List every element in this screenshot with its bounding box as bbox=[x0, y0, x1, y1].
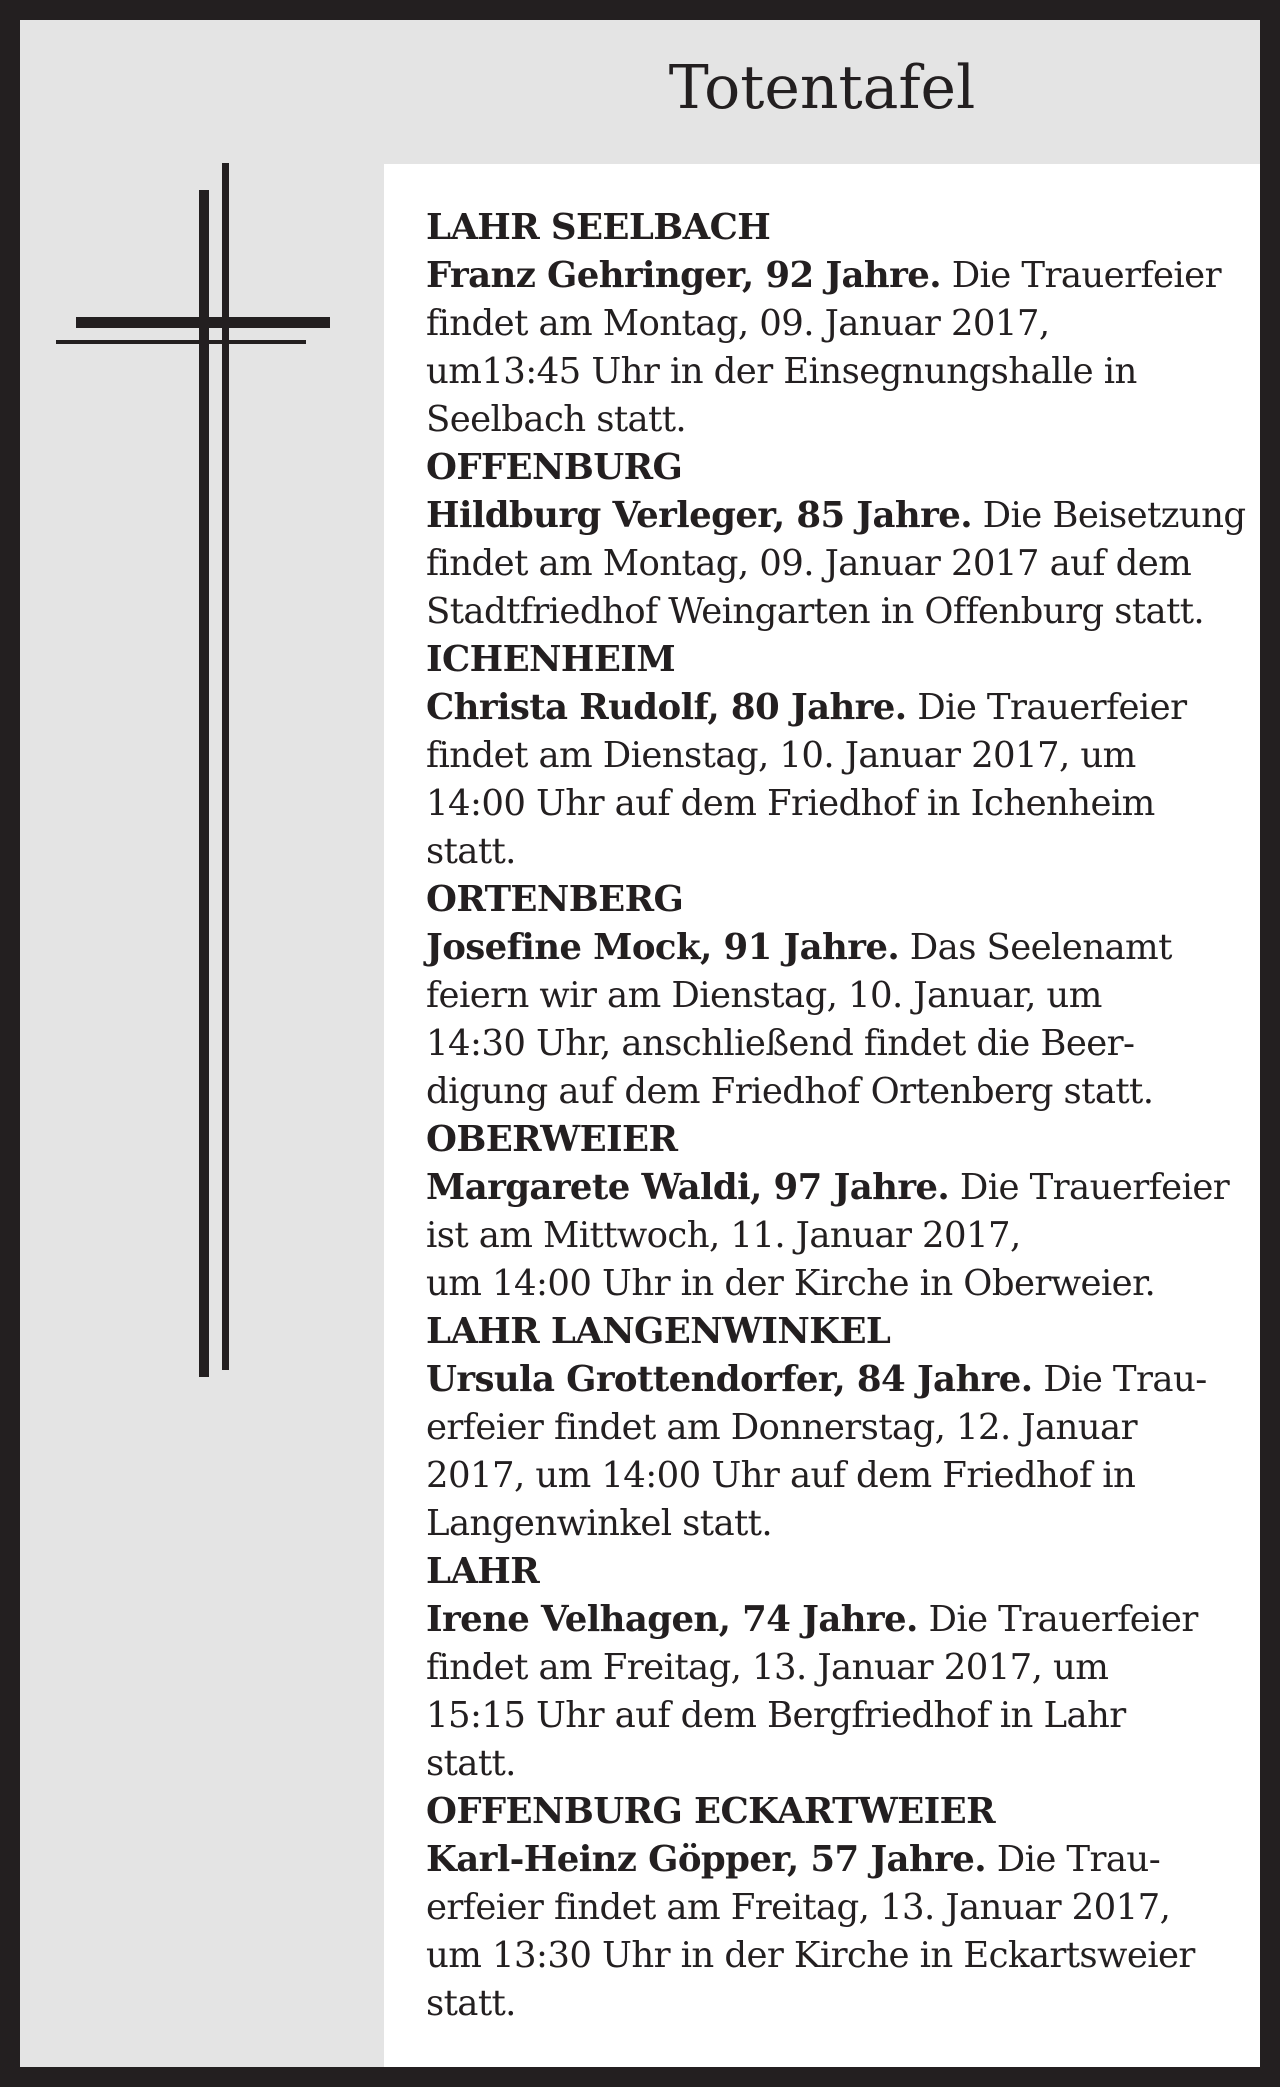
notice-line bbox=[426, 492, 1246, 540]
notice-place: LAHR SEELBACH bbox=[426, 207, 771, 248]
notice-line: um 14:00 Uhr in der Kirche in Oberweier. bbox=[426, 1263, 1156, 1304]
notice-text: Die Beisetzung bbox=[982, 495, 1246, 536]
notice-line: digung auf dem Friedhof Ortenberg statt. bbox=[426, 1071, 1154, 1112]
notice-line: erfeier findet am Donnerstag, 12. Januar bbox=[426, 1407, 1137, 1448]
notice-line: findet am Montag, 09. Januar 2017, bbox=[426, 303, 1050, 344]
notice-text: Die Trauerfeier bbox=[951, 255, 1221, 296]
notice-line: Langenwinkel statt. bbox=[426, 1503, 773, 1544]
notice-text: Die Trauerfeier bbox=[928, 1599, 1198, 1640]
notice-name-age: Franz Gehringer, 92 Jahre. bbox=[426, 255, 941, 296]
notice-text: Die Trauerfeier bbox=[959, 1167, 1230, 1208]
notices-panel bbox=[384, 164, 1260, 2067]
notice-place: OFFENBURG ECKARTWEIER bbox=[426, 1791, 996, 1832]
notice-line: um 13:30 Uhr in der Kirche in Eckartsweier bbox=[426, 1935, 1195, 1976]
notice-line: statt. bbox=[426, 831, 516, 872]
notice-item bbox=[426, 876, 1246, 1116]
notice-item bbox=[426, 1116, 1246, 1308]
notice-item bbox=[426, 444, 1246, 636]
notice-place: ORTENBERG bbox=[426, 879, 684, 920]
notice-place: OBERWEIER bbox=[426, 1119, 678, 1160]
notice-name-age: Margarete Waldi, 97 Jahre. bbox=[426, 1167, 950, 1208]
notice-place: LAHR bbox=[426, 1551, 540, 1592]
notice-item bbox=[426, 204, 1246, 444]
notice-item bbox=[426, 636, 1246, 876]
notice-line: um13:45 Uhr in der Einsegnungshalle in bbox=[426, 351, 1137, 392]
notice-line: statt. bbox=[426, 1743, 516, 1784]
notice-place: LAHR LANGENWINKEL bbox=[426, 1311, 891, 1352]
notice-line: findet am Freitag, 13. Januar 2017, um bbox=[426, 1647, 1109, 1688]
notice-place: OFFENBURG bbox=[426, 447, 683, 488]
notice-name-age: Hildburg Verleger, 85 Jahre. bbox=[426, 495, 972, 536]
notice-line bbox=[426, 924, 1246, 972]
notice-line: Seelbach statt. bbox=[426, 399, 687, 440]
notice-line bbox=[426, 1596, 1246, 1644]
notice-line: findet am Montag, 09. Januar 2017 auf dem bbox=[426, 543, 1192, 584]
notice-text: Die Trau- bbox=[1043, 1359, 1207, 1400]
notice-text: Das Seelenamt bbox=[909, 927, 1172, 968]
notice-name-age: Josefine Mock, 91 Jahre. bbox=[426, 927, 900, 968]
page-title: Totentafel bbox=[668, 53, 976, 123]
notice-line: 2017, um 14:00 Uhr auf dem Friedhof in bbox=[426, 1455, 1136, 1496]
notice-line: 14:30 Uhr, anschließend findet die Beer- bbox=[426, 1023, 1135, 1064]
notice-line: statt. bbox=[426, 1983, 516, 2024]
notice-line: ist am Mittwoch, 11. Januar 2017, bbox=[426, 1215, 1021, 1256]
notice-item bbox=[426, 1788, 1246, 2028]
notice-name-age: Irene Velhagen, 74 Jahre. bbox=[426, 1599, 918, 1640]
notice-item bbox=[426, 1548, 1246, 1788]
notice-line bbox=[426, 1836, 1246, 1884]
notice-name-age: Christa Rudolf, 80 Jahre. bbox=[426, 687, 907, 728]
notice-name-age: Ursula Grottendorfer, 84 Jahre. bbox=[426, 1359, 1033, 1400]
notice-text: Die Trauerfeier bbox=[917, 687, 1187, 728]
notice-line: 14:00 Uhr auf dem Friedhof in Ichenheim bbox=[426, 783, 1155, 824]
cross-icon bbox=[0, 0, 384, 2087]
notice-line bbox=[426, 252, 1246, 300]
notice-line bbox=[426, 1164, 1246, 1212]
notice-line bbox=[426, 684, 1246, 732]
notice-line: feiern wir am Dienstag, 10. Januar, um bbox=[426, 975, 1102, 1016]
notice-line bbox=[426, 1356, 1246, 1404]
notice-line: Stadtfriedhof Weingarten in Offenburg statt. bbox=[426, 591, 1205, 632]
notice-item bbox=[426, 1308, 1246, 1548]
notice-text: Die Trau- bbox=[996, 1839, 1161, 1880]
notice-name-age: Karl-Heinz Göpper, 57 Jahre. bbox=[426, 1839, 987, 1880]
notice-line: erfeier findet am Freitag, 13. Januar 2017, bbox=[426, 1887, 1171, 1928]
notice-line: findet am Dienstag, 10. Januar 2017, um bbox=[426, 735, 1136, 776]
notice-place: ICHENHEIM bbox=[426, 639, 676, 680]
notice-line: 15:15 Uhr auf dem Bergfriedhof in Lahr bbox=[426, 1695, 1126, 1736]
notices-list bbox=[426, 204, 1246, 2028]
